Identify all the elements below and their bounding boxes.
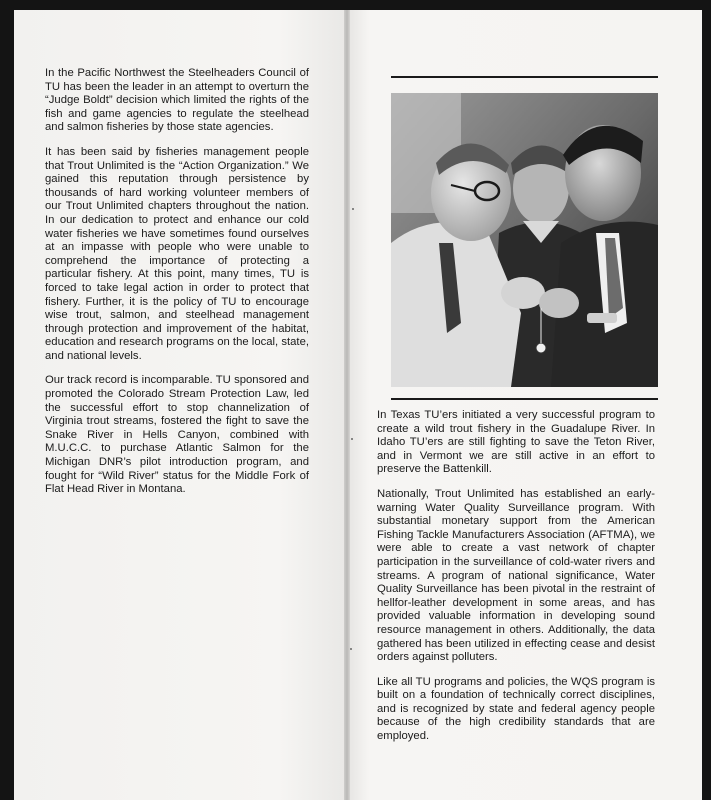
paper-speck: [351, 438, 353, 440]
right-paragraph-1: In Texas TU’ers initiated a very successful program to create a wild trout fishery in the Guadalupe River. In Idaho TU’ers are still fighting to save the Teton River, and in Vermont we are still active in an effort to preserve the Battenkill.: [377, 409, 655, 476]
left-paragraph-1: In the Pacific Northwest the Steelheaders Council of TU has been the leader in an attempt to overturn the “Judge Boldt” decision which limited the rights of the fish and game agencies to regulate the steelhead and salmon fisheries by those state agencies.: [45, 67, 309, 134]
page-gutter: [344, 10, 350, 800]
left-paragraph-2: It has been said by fisheries management people that Trout Unlimited is the “Action Organization.” We gained this reputation through persistence by thousands of hard working volunteer members of our Trout Unlimited chapters throughout the nation. In our dedication to protect and enhance our cold water fisheries we have sometimes found ourselves at an impasse with people who were unable to comprehend the importance of protecting a particular fishery. At this point, many times, TU is forced to take legal action in order to protect that fishery. Further, it is the policy of TU to encourage wise trout, salmon, and steelhead management through protection and improvement of the habitat, education and research programs on the local, state, and national levels.: [45, 145, 309, 362]
paper-speck: [352, 208, 354, 210]
photo-three-men-tying-fly: [391, 93, 658, 387]
right-text-column: [377, 409, 655, 755]
right-paragraph-2: Nationally, Trout Unlimited has established an early-warning Water Quality Surveillance program. With substantial monetary support from the American Fishing Tackle Manufacturers Association (AFTMA), we were able to create a vast network of chapter participation in the surveillance of cold-water rivers and streams. A program of national significance, Water Quality Surveillance has been pivotal in the restraint of hellfor-leather development in some areas, and has provided valuable information in developing sound resource management in others. Additionally, the data gathered has been utilized in effecting cease and desist orders against polluters.: [377, 487, 656, 664]
right-paragraph-3: Like all TU programs and policies, the WQS program is built on a foundation of technically correct disciplines, and is recognized by state and federal agency people because of the high credibility standards that are employed.: [377, 675, 655, 743]
photo-top-rule: [391, 76, 658, 78]
left-text-column: [45, 67, 309, 508]
paper-speck: [350, 648, 352, 650]
photo-bottom-rule: [391, 398, 658, 400]
left-paragraph-3: Our track record is incomparable. TU sponsored and promoted the Colorado Stream Protection Law, led the successful effort to stop channelization of Virginia trout streams, fostered the fight to save the Snake River in Hells Canyon, combined with M.U.C.C. to purchase Atlantic Salmon for the Michigan DNR’s pilot introduction program, and fought for “Wild River” status for the Middle Fork of Flat Head River in Montana.: [45, 374, 309, 496]
